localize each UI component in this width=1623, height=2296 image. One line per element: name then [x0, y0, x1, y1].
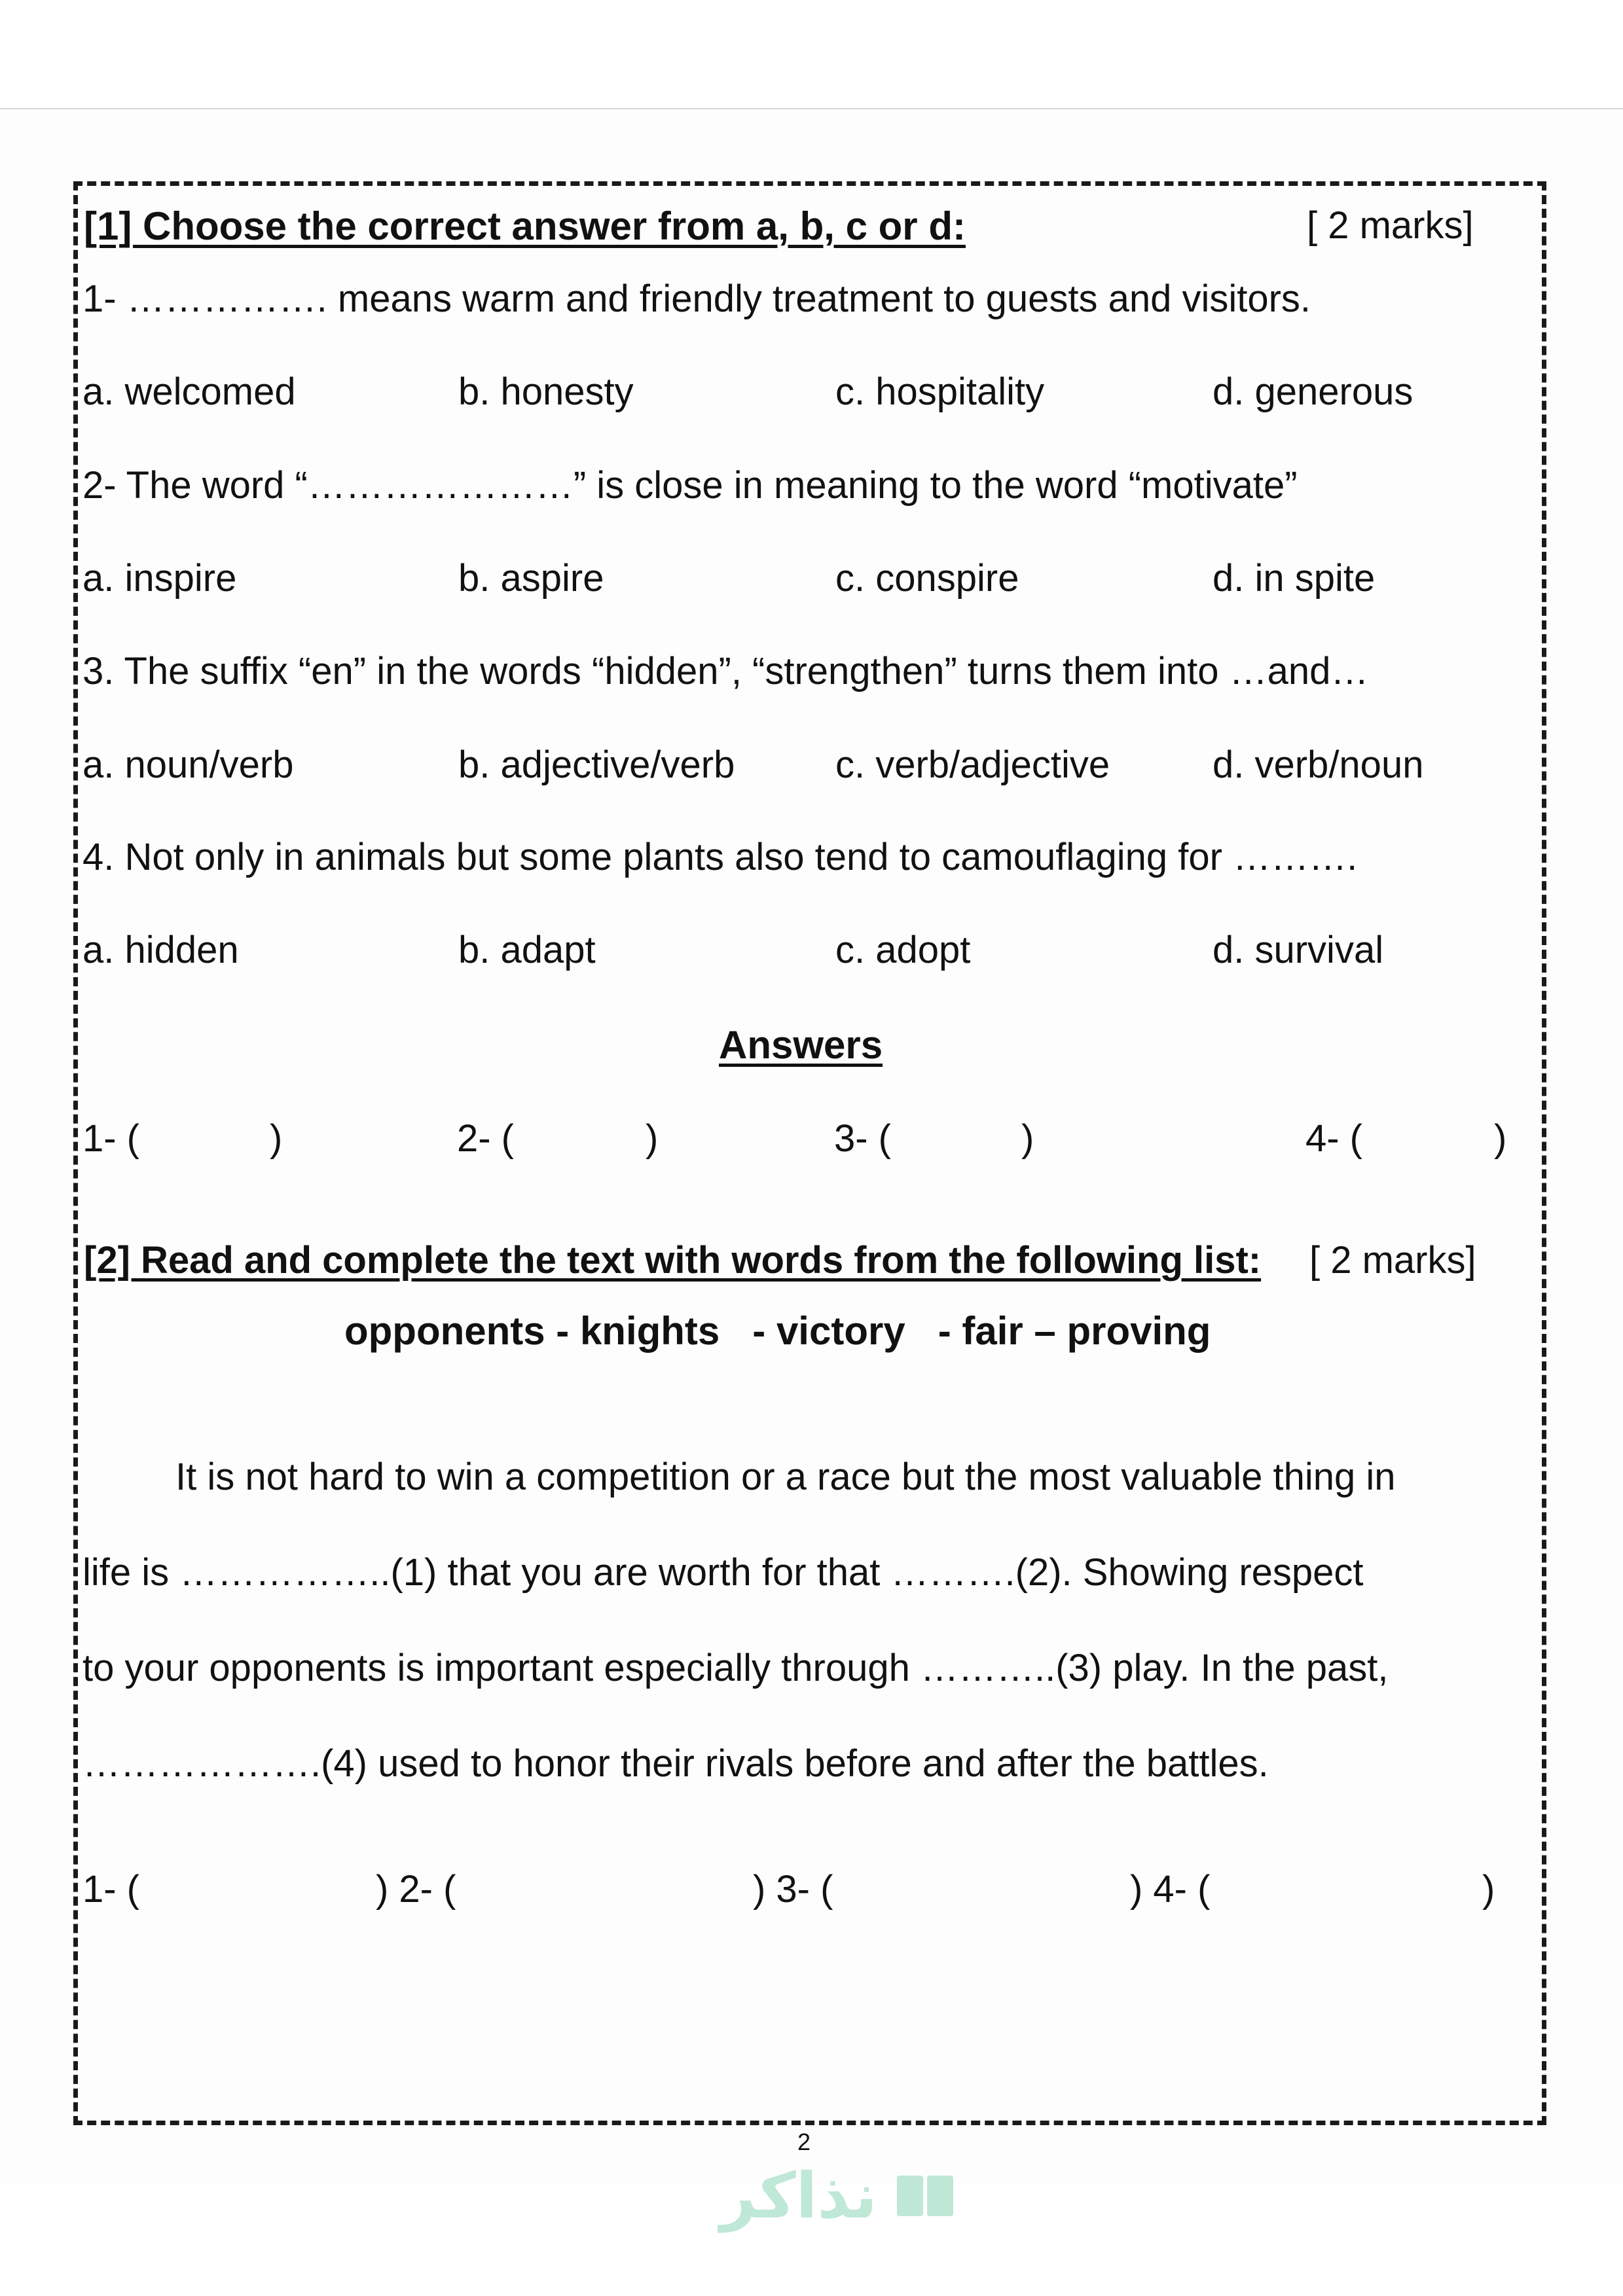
page-number: 2	[797, 2128, 811, 2155]
q4-option-d: d. survival	[1213, 929, 1384, 971]
q4-option-b: b. adapt	[458, 929, 596, 971]
blank-slot-2: ) 2- (	[376, 1868, 456, 1910]
answer-slot-2: 2- (	[457, 1117, 514, 1160]
paragraph-line-4: ……………….(4) used to honor their rivals before and after the battles.	[82, 1742, 1269, 1785]
blank-slot-4-close: )	[1482, 1868, 1495, 1910]
site-logo	[720, 2160, 930, 2232]
q4-option-a: a. hidden	[82, 929, 239, 971]
question-1-stem: 1- ……………. means warm and friendly treatment to guests and visitors.	[82, 278, 1311, 320]
paragraph-line-3: to your opponents is important especially through ………..(3) play. In the past,	[82, 1647, 1389, 1689]
q2-option-c: c. conspire	[835, 557, 1019, 600]
blank-slot-1: 1- (	[82, 1868, 139, 1910]
question-2-stem: 2- The word “…………………” is close in meaning to the word “motivate”	[82, 464, 1298, 507]
answer-slot-2-close: )	[646, 1117, 659, 1160]
q2-option-d: d. in spite	[1213, 557, 1376, 600]
viewer-top-bar	[0, 0, 1623, 109]
blank-slot-3: ) 3- (	[753, 1868, 833, 1910]
logo-text: نذاكر	[720, 2161, 877, 2231]
section1-marks: [ 2 marks]	[1307, 204, 1474, 247]
word-list: opponents - knights - victory - fair – proving	[344, 1309, 1211, 1353]
answer-slot-3-close: )	[1021, 1117, 1034, 1160]
section1-title: [1] Choose the correct answer from a, b, c or d:	[84, 204, 966, 248]
answer-slot-4: 4- (	[1305, 1117, 1362, 1160]
q3-option-a: a. noun/verb	[82, 744, 294, 786]
q3-option-d: d. verb/noun	[1213, 744, 1424, 786]
q1-option-a: a. welcomed	[82, 370, 296, 413]
book-icon	[897, 2176, 930, 2216]
answers-heading: Answers	[719, 1023, 883, 1067]
q2-option-a: a. inspire	[82, 557, 237, 600]
paragraph-line-2: life is ……………..(1) that you are worth for that ……….(2). Showing respect	[82, 1551, 1364, 1594]
q1-option-b: b. honesty	[458, 370, 634, 413]
q3-option-c: c. verb/adjective	[835, 744, 1110, 786]
q1-option-c: c. hospitality	[835, 370, 1045, 413]
section2-marks: [ 2 marks]	[1309, 1239, 1476, 1282]
q4-option-c: c. adopt	[835, 929, 971, 971]
answer-slot-4-close: )	[1494, 1117, 1507, 1160]
section2-title: [2] Read and complete the text with words from the following list:	[84, 1239, 1262, 1282]
q2-option-b: b. aspire	[458, 557, 604, 600]
answer-slot-3: 3- (	[834, 1117, 891, 1160]
question-4-stem: 4. Not only in animals but some plants also tend to camouflaging for ……….	[82, 836, 1358, 878]
q3-option-b: b. adjective/verb	[458, 744, 735, 786]
answer-slot-1: 1- (	[82, 1117, 139, 1160]
paragraph-line-1: It is not hard to win a competition or a race but the most valuable thing in	[175, 1456, 1396, 1498]
question-3-stem: 3. The suffix “en” in the words “hidden”, “strengthen” turns them into …and…	[82, 650, 1369, 692]
answer-slot-1-close: )	[270, 1117, 283, 1160]
q1-option-d: d. generous	[1213, 370, 1413, 413]
blank-slot-4: ) 4- (	[1130, 1868, 1211, 1910]
